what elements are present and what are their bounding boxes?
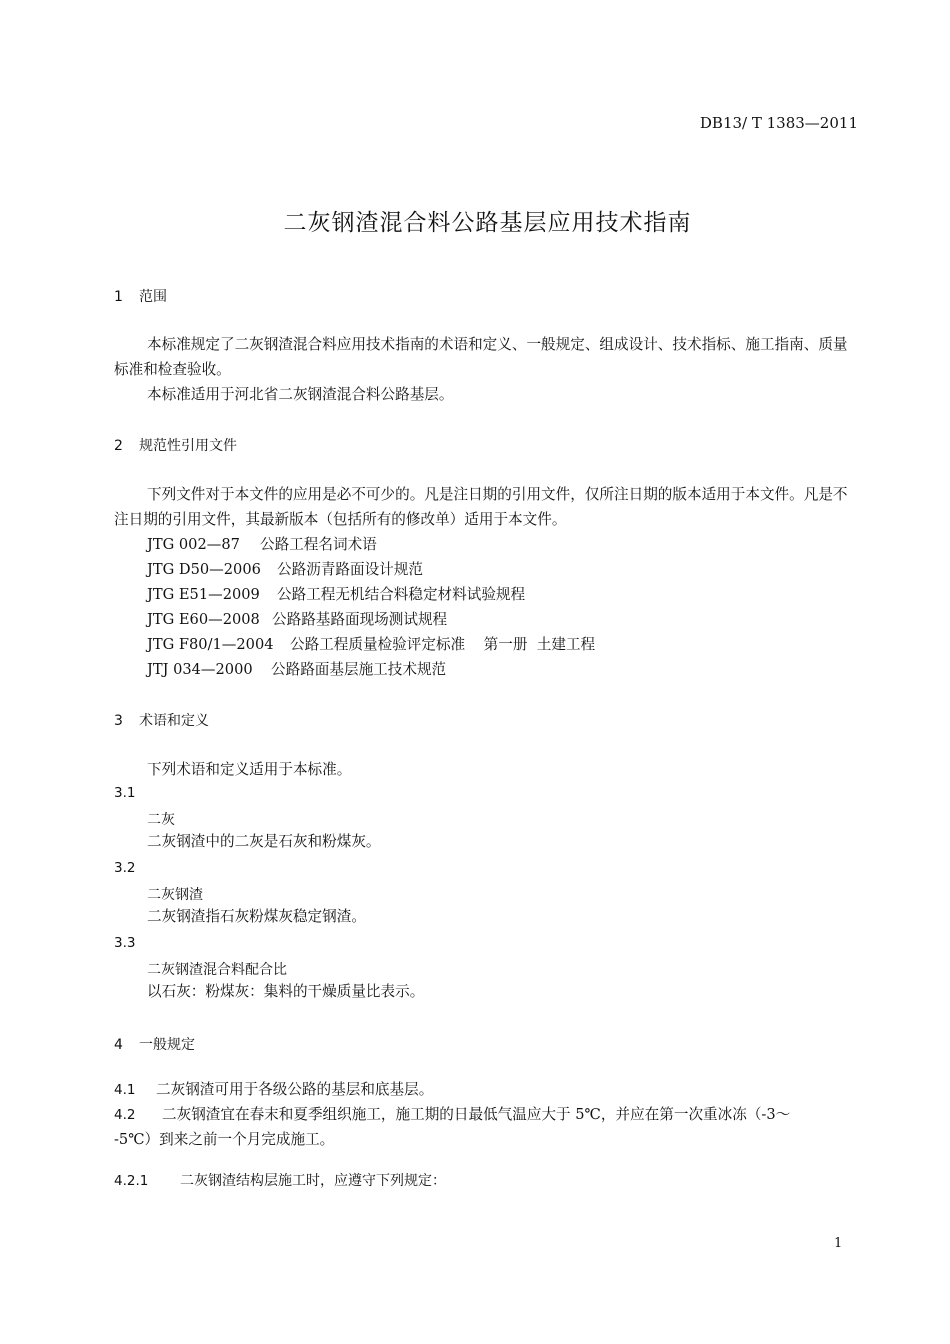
normative-references-intro: 下列文件对于本文件的应用是必不可少的。凡是注日期的引用文件，仅所注日期的版本适用于本文件。凡是不注日期的引用文件，其最新版本（包括所有的修改单）适用于本文件。 — [114, 486, 848, 528]
clause-number: 4.1 — [114, 1082, 136, 1098]
clause-4-2-1 — [114, 1170, 446, 1190]
reference-name: 公路工程质量检验评定标准 第一册 土建工程 — [290, 636, 596, 653]
reference-item — [147, 582, 525, 607]
term-name: 二灰钢渣混合料配合比 — [147, 962, 287, 978]
term-number: 3.2 — [114, 860, 136, 876]
clause-text: 二灰钢渣可用于各级公路的基层和底基层。 — [156, 1081, 434, 1098]
term-number: 3.1 — [114, 785, 136, 801]
reference-item — [147, 532, 377, 557]
term-definition: 以石灰：粉煤灰：集料的干燥质量比表示。 — [147, 983, 425, 1000]
section-3-heading — [114, 710, 209, 730]
reference-item — [147, 632, 595, 657]
clause-text-line-1: 二灰钢渣宜在春末和夏季组织施工，施工期的日最低气温应大于 5℃，并应在第一次重冰冻（-3～ — [162, 1106, 791, 1123]
reference-code: JTG E60—2008 — [147, 611, 260, 628]
reference-code: JTG D50—2006 — [147, 561, 261, 578]
section-title: 规范性引用文件 — [139, 438, 237, 454]
term-definition: 二灰钢渣指石灰粉煤灰稳定钢渣。 — [147, 908, 366, 925]
clause-number: 4.2 — [114, 1107, 136, 1123]
section-title: 术语和定义 — [139, 713, 209, 729]
reference-code: JTG 002—87 — [147, 536, 240, 553]
clause-4-2 — [114, 1102, 790, 1128]
reference-name: 公路路基路面现场测试规程 — [272, 611, 448, 628]
reference-name: 公路工程无机结合料稳定材料试验规程 — [277, 586, 526, 603]
section-number: 3 — [114, 713, 123, 729]
clause-text: 二灰钢渣结构层施工时，应遵守下列规定： — [180, 1173, 446, 1189]
term-definition: 二灰钢渣中的二灰是石灰和粉煤灰。 — [147, 833, 381, 850]
document-title: 二灰钢渣混合料公路基层应用技术指南 — [283, 210, 692, 236]
section-4-heading — [114, 1034, 195, 1054]
section-title: 一般规定 — [139, 1037, 195, 1053]
reference-name: 公路工程名词术语 — [260, 536, 377, 553]
clause-text-line-2: -5℃）到来之前一个月完成施工。 — [114, 1131, 335, 1148]
section-1-heading — [114, 286, 167, 306]
clause-4-1 — [114, 1077, 433, 1103]
section-number: 2 — [114, 438, 123, 454]
section-number: 1 — [114, 289, 123, 305]
terms-intro: 下列术语和定义适用于本标准。 — [147, 761, 352, 778]
page-number: 1 — [834, 1236, 843, 1251]
reference-name: 公路沥青路面设计规范 — [277, 561, 423, 578]
reference-code: JTG F80/1—2004 — [147, 636, 274, 653]
section-title: 范围 — [139, 289, 167, 305]
reference-item — [147, 607, 447, 632]
section-2-heading — [114, 435, 237, 455]
term-name: 二灰钢渣 — [147, 887, 203, 903]
scope-paragraph-2: 本标准适用于河北省二灰钢渣混合料公路基层。 — [147, 386, 454, 403]
term-number: 3.3 — [114, 935, 136, 951]
scope-paragraph-1: 本标准规定了二灰钢渣混合料应用技术指南的术语和定义、一般规定、组成设计、技术指标、施工指南、质量标准和检查验收。 — [114, 336, 848, 378]
term-name: 二灰 — [147, 812, 175, 828]
reference-item — [147, 557, 423, 582]
standard-code: DB13/ T 1383—2011 — [699, 114, 858, 132]
clause-number: 4.2.1 — [114, 1173, 149, 1189]
section-number: 4 — [114, 1037, 123, 1053]
reference-item — [147, 657, 446, 682]
reference-code: JTG E51—2009 — [147, 586, 260, 603]
reference-code: JTJ 034—2000 — [147, 661, 253, 678]
reference-name: 公路路面基层施工技术规范 — [271, 661, 447, 678]
